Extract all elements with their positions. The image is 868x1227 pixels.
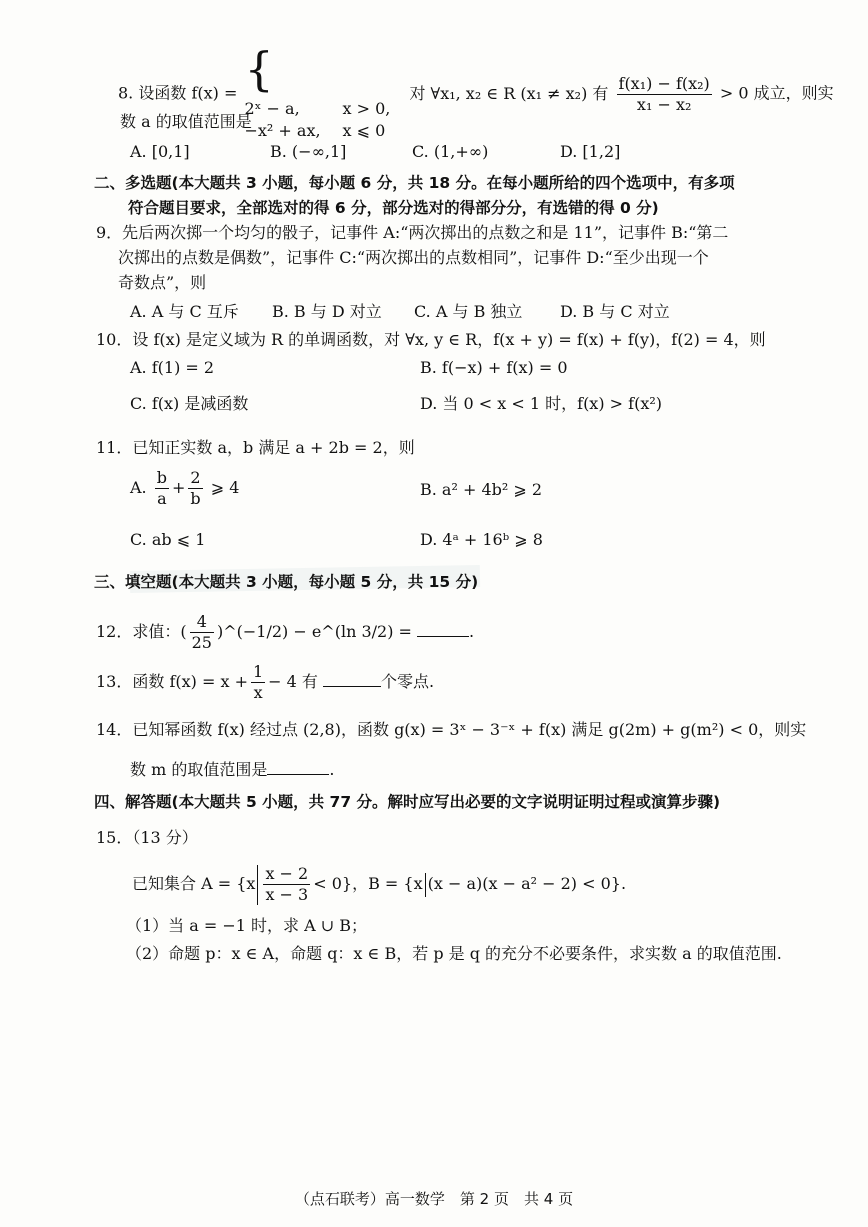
q15-frac-num: x − 2: [265, 864, 309, 883]
q11-option-a-tail: ⩾ 4: [210, 478, 240, 497]
q8-brace: {: [244, 42, 274, 96]
section-2-heading-line1: 二、多选题(本大题共 3 小题，每小题 6 分，共 18 分。在每小题所给的四个选项中，有多项: [94, 174, 735, 192]
q8-lead: 设函数: [138, 83, 187, 103]
q15-set-bar-a: [257, 865, 258, 905]
question-12: [96, 606, 474, 658]
q14-line2: [130, 758, 334, 782]
q8-frac-den: x₁ − x₂: [636, 94, 692, 114]
q15-set-b-end: (x − a)(x − a² − 2) < 0}.: [427, 874, 627, 893]
q11-frac-b-over-a: [155, 468, 169, 509]
q11-option-a: [130, 462, 239, 514]
q13-fraction: [251, 662, 265, 703]
q11-option-a-label: A.: [130, 478, 147, 497]
q8-option-d: D. [1,2]: [560, 142, 621, 161]
q13-lead: 13．函数 f(x) = x +: [96, 672, 248, 691]
q8-piecewise: [244, 42, 391, 142]
q9-line2: 次掷出的点数是偶数”，记事件 C:“两次掷出的点数相同”，记事件 D:“至少出现一个: [118, 248, 709, 267]
q8-number: 8.: [118, 83, 134, 103]
q10-stem: 10．设 f(x) 是定义域为 R 的单调函数，对 ∀x, y ∈ R，f(x + y) = f(x) + f(y)，f(2) = 4，则: [96, 330, 766, 349]
q9-line1: 9．先后两次掷一个均匀的骰子，记事件 A:“两次掷出的点数之和是 11”，记事件 B:“第二: [96, 223, 729, 242]
q15-set-a-lead: 已知集合 A = {x: [132, 874, 256, 893]
q8-case1-cond: x > 0,: [342, 99, 391, 118]
q11-stem: 11．已知正实数 a，b 满足 a + 2b = 2，则: [96, 438, 415, 457]
q9-option-d: D. B 与 C 对立: [560, 302, 670, 321]
q11-frac1-den: a: [157, 489, 167, 508]
q14-line2-text: 数 m 的取值范围是: [130, 760, 268, 779]
q15-set-bar-b: [425, 873, 426, 897]
q8-fraction: [617, 74, 712, 115]
section-3-heading: 三、填空题(本大题共 3 小题，每小题 5 分，共 15 分): [94, 573, 479, 591]
q11-frac2-num: 2: [188, 468, 202, 489]
q15-part-2: （2）命题 p：x ∈ A，命题 q：x ∈ B，若 p 是 q 的充分不必要条件，求实数 a 的取值范围.: [126, 944, 782, 963]
q8-case1-expr: 2ˣ − a,: [244, 99, 300, 118]
section-2-heading-line2: 符合题目要求，全部选对的得 6 分，部分选对的得部分分，有选错的得 0 分): [128, 199, 659, 217]
q8-case2-expr: −x² + ax,: [244, 121, 321, 140]
q15-set-b-lead: < 0}，B = {x: [313, 874, 423, 893]
q8-condition-pre: 对 ∀x₁, x₂ ∈ R (x₁ ≠ x₂) 有: [409, 83, 609, 103]
q9-option-c: C. A 与 B 独立: [414, 302, 523, 321]
q12-frac-den: 25: [191, 633, 212, 652]
q8-cont: 数 a 的取值范围是: [120, 112, 252, 131]
q15-part-1: （1）当 a = −1 时，求 A ∪ B；: [126, 916, 368, 935]
q14-line1: 14．已知幂函数 f(x) 经过点 (2,8)，函数 g(x) = 3ˣ − 3⁻ˣ + f(x) 满足 g(2m) + g(m²) < 0，则实: [96, 720, 807, 739]
q15-header: 15．（13 分）: [96, 828, 198, 847]
q8-condition-post: > 0 成立，则实: [719, 83, 834, 103]
q9-line3: 奇数点”，则: [118, 273, 207, 292]
q10-option-c: C. f(x) 是减函数: [130, 394, 249, 413]
q12-power: )^(−1/2) − e^(ln 3/2) =: [216, 622, 412, 641]
q8-option-b: B. (−∞,1]: [270, 142, 347, 161]
q12-frac-num: 4: [190, 612, 214, 633]
q12-lead: 12．求值：(: [96, 622, 187, 641]
q13-mid: − 4 有: [268, 672, 318, 691]
q13-end: 个零点.: [381, 672, 435, 691]
q8-option-a: A. [0,1]: [130, 142, 190, 161]
q9-option-b: B. B 与 D 对立: [272, 302, 382, 321]
q10-option-b: B. f(−x) + f(x) = 0: [420, 358, 568, 377]
q13-answer-blank: [323, 670, 381, 687]
q11-plus: +: [171, 478, 186, 497]
q15-fraction: [263, 864, 310, 905]
q8-frac-num: f(x₁) − f(x₂): [618, 73, 710, 93]
q11-frac-2-over-b: [188, 468, 202, 509]
q11-option-b: B. a² + 4b² ⩾ 2: [420, 480, 543, 499]
q10-option-a: A. f(1) = 2: [130, 358, 215, 377]
q14-end: .: [329, 760, 335, 779]
section-4-heading: 四、解答题(本大题共 5 小题，共 77 分。解时应写出必要的文字说明证明过程或演算步骤): [94, 793, 721, 811]
q12-answer-blank: [417, 620, 469, 637]
q11-option-d: D. 4ᵃ + 16ᵇ ⩾ 8: [420, 530, 543, 549]
question-13: [96, 656, 434, 708]
q11-option-c: C. ab ⩽ 1: [130, 530, 206, 549]
q8-case2-cond: x ⩽ 0: [342, 121, 386, 140]
q13-frac-den: x: [253, 683, 263, 702]
page-footer: （点石联考）高一数学 第 2 页 共 4 页: [294, 1190, 574, 1208]
q12-fraction: [190, 612, 214, 653]
q8-fx: f(x) =: [191, 83, 238, 103]
q10-option-d: D. 当 0 < x < 1 时，f(x) > f(x²): [420, 394, 662, 413]
q11-frac2-den: b: [190, 489, 201, 508]
q12-end: .: [469, 622, 475, 641]
q13-frac-num: 1: [252, 662, 264, 681]
q15-sets: [132, 858, 626, 910]
q8-option-c: C. (1,+∞): [412, 142, 489, 161]
q14-answer-blank: [267, 758, 329, 775]
q11-frac1-num: b: [156, 468, 167, 487]
q9-option-a: A. A 与 C 互斥: [130, 302, 239, 321]
q15-frac-den: x − 3: [265, 885, 309, 904]
